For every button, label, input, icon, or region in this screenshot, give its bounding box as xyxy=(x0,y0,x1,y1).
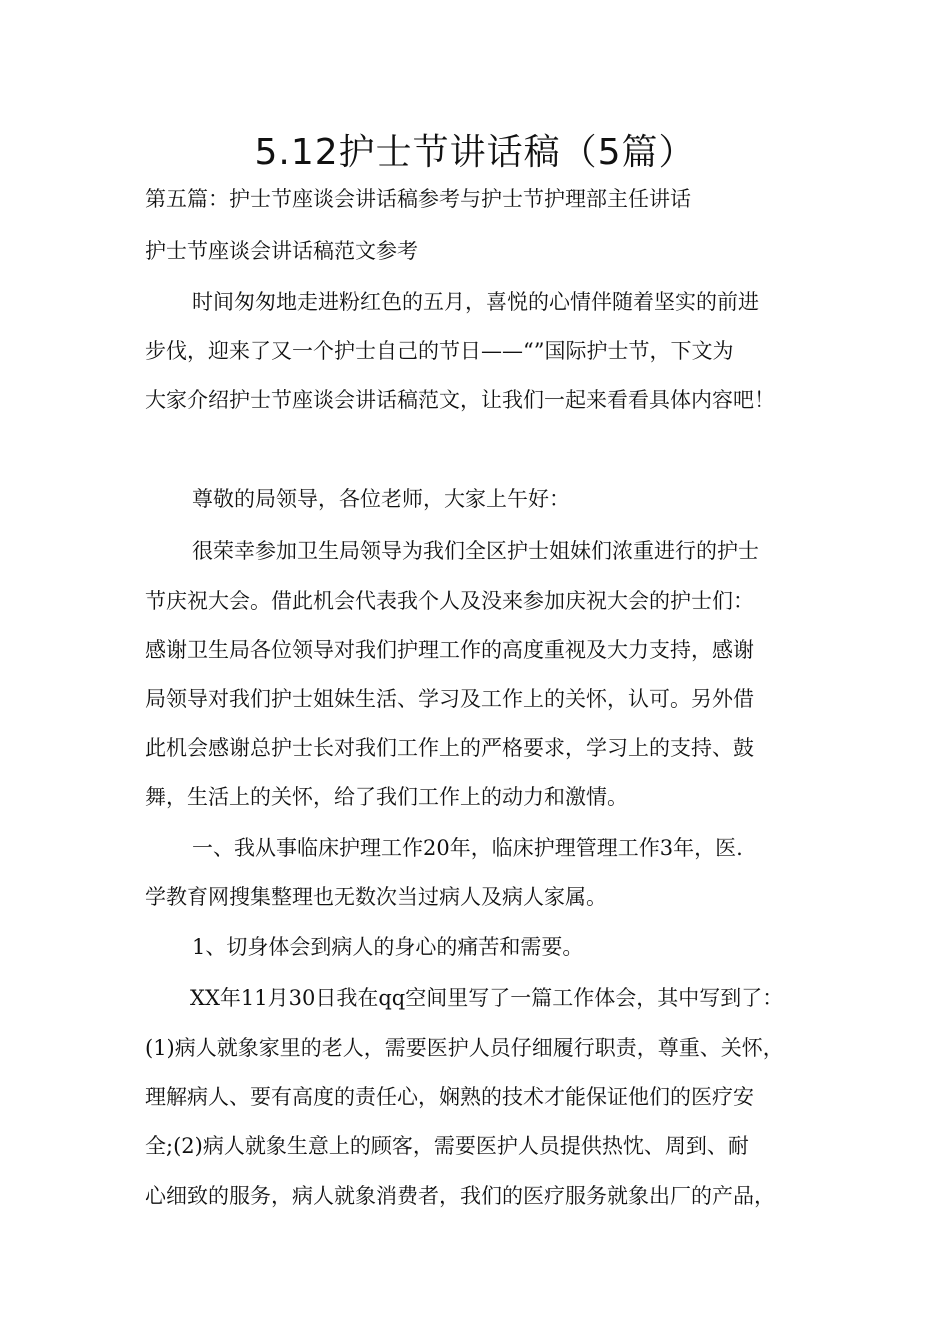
paragraph-line: 感谢卫生局各位领导对我们护理工作的高度重视及大力支持，感谢 xyxy=(145,638,754,662)
list-item: 1、切身体会到病人的身心的痛苦和需要。 xyxy=(192,935,584,959)
paragraph-line: 学教育网搜集整理也无数次当过病人及病人家属。 xyxy=(145,885,607,909)
paragraph-line: 时间匆匆地走进粉红色的五月，喜悦的心情伴随着坚实的前进 xyxy=(192,290,759,314)
section-heading: 第五篇：护士节座谈会讲话稿参考与护士节护理部主任讲话 xyxy=(145,187,691,211)
paragraph-line: 舞，生活上的关怀，给了我们工作上的动力和激情。 xyxy=(145,785,628,809)
subheading: 护士节座谈会讲话稿范文参考 xyxy=(145,239,418,263)
paragraph-line: 局领导对我们护士姐妹生活、学习及工作上的关怀，认可。另外借 xyxy=(145,687,754,711)
document-title: 5.12护士节讲话稿（5篇） xyxy=(254,132,696,173)
paragraph-line: 全;(2)病人就象生意上的顾客，需要医护人员提供热忱、周到、耐 xyxy=(145,1134,749,1158)
paragraph-line: 很荣幸参加卫生局领导为我们全区护士姐妹们浓重进行的护士 xyxy=(192,539,759,563)
paragraph-line: (1)病人就象家里的老人，需要医护人员仔细履行职责，尊重、关怀， xyxy=(145,1036,784,1060)
paragraph-line: 理解病人、要有高度的责任心，娴熟的技术才能保证他们的医疗安 xyxy=(145,1085,754,1109)
paragraph-line: 一、我从事临床护理工作20年，临床护理管理工作3年，医. xyxy=(192,836,743,860)
paragraph-line: 大家介绍护士节座谈会讲话稿范文，让我们一起来看看具体内容吧！ xyxy=(145,388,775,412)
greeting-line: 尊敬的局领导，各位老师，大家上午好： xyxy=(192,487,570,511)
paragraph-line: 此机会感谢总护士长对我们工作上的严格要求，学习上的支持、鼓 xyxy=(145,736,754,760)
paragraph-line: 节庆祝大会。借此机会代表我个人及没来参加庆祝大会的护士们： xyxy=(145,589,754,613)
paragraph-line: 心细致的服务，病人就象消费者，我们的医疗服务就象出厂的产品， xyxy=(145,1184,775,1208)
paragraph-line: XX年11月30日我在qq空间里写了一篇工作体会，其中写到了： xyxy=(190,986,784,1010)
paragraph-line: 步伐，迎来了又一个护士自己的节日——“”国际护士节，下文为 xyxy=(145,339,734,363)
